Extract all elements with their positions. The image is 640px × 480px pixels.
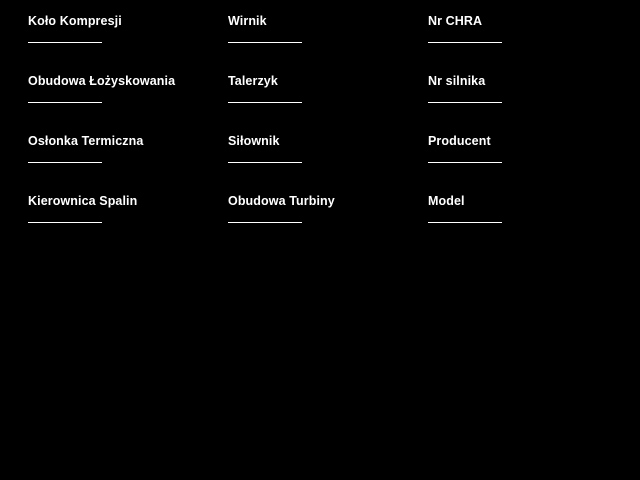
field-label: Obudowa Turbiny [228, 194, 335, 208]
field-underline[interactable] [28, 222, 102, 223]
form-field-kierownica-spalin[interactable] [0, 194, 200, 254]
form-field-oslonka-termiczna[interactable] [0, 134, 200, 194]
field-underline[interactable] [228, 42, 302, 43]
form-field-producent[interactable] [400, 134, 600, 194]
field-underline[interactable] [228, 222, 302, 223]
field-label: Koło Kompresji [28, 14, 122, 28]
field-label: Talerzyk [228, 74, 278, 88]
form-field-wirnik[interactable] [200, 14, 400, 74]
form-field-obudowa-lozyskowania[interactable] [0, 74, 200, 134]
field-underline[interactable] [428, 222, 502, 223]
field-label: Siłownik [228, 134, 280, 148]
field-underline[interactable] [428, 102, 502, 103]
field-underline[interactable] [28, 162, 102, 163]
field-label: Obudowa Łożyskowania [28, 74, 176, 88]
form-field-talerzyk[interactable] [200, 74, 400, 134]
field-underline[interactable] [228, 162, 302, 163]
form-field-model[interactable] [400, 194, 600, 254]
form-field-nr-chra[interactable] [400, 14, 600, 74]
field-label: Nr CHRA [428, 14, 483, 28]
field-label: Nr silnika [428, 74, 486, 88]
form-field-obudowa-turbiny[interactable] [200, 194, 400, 254]
field-underline[interactable] [228, 102, 302, 103]
field-underline[interactable] [428, 42, 502, 43]
form-field-nr-silnika[interactable] [400, 74, 600, 134]
field-underline[interactable] [28, 42, 102, 43]
form-field-silownik[interactable] [200, 134, 400, 194]
field-underline[interactable] [428, 162, 502, 163]
field-label: Model [428, 194, 465, 208]
field-underline[interactable] [28, 102, 102, 103]
parts-form-grid [0, 14, 640, 254]
form-field-kolo-kompresji[interactable] [0, 14, 200, 74]
field-label: Osłonka Termiczna [28, 134, 144, 148]
field-label: Producent [428, 134, 491, 148]
field-label: Kierownica Spalin [28, 194, 138, 208]
field-label: Wirnik [228, 14, 267, 28]
